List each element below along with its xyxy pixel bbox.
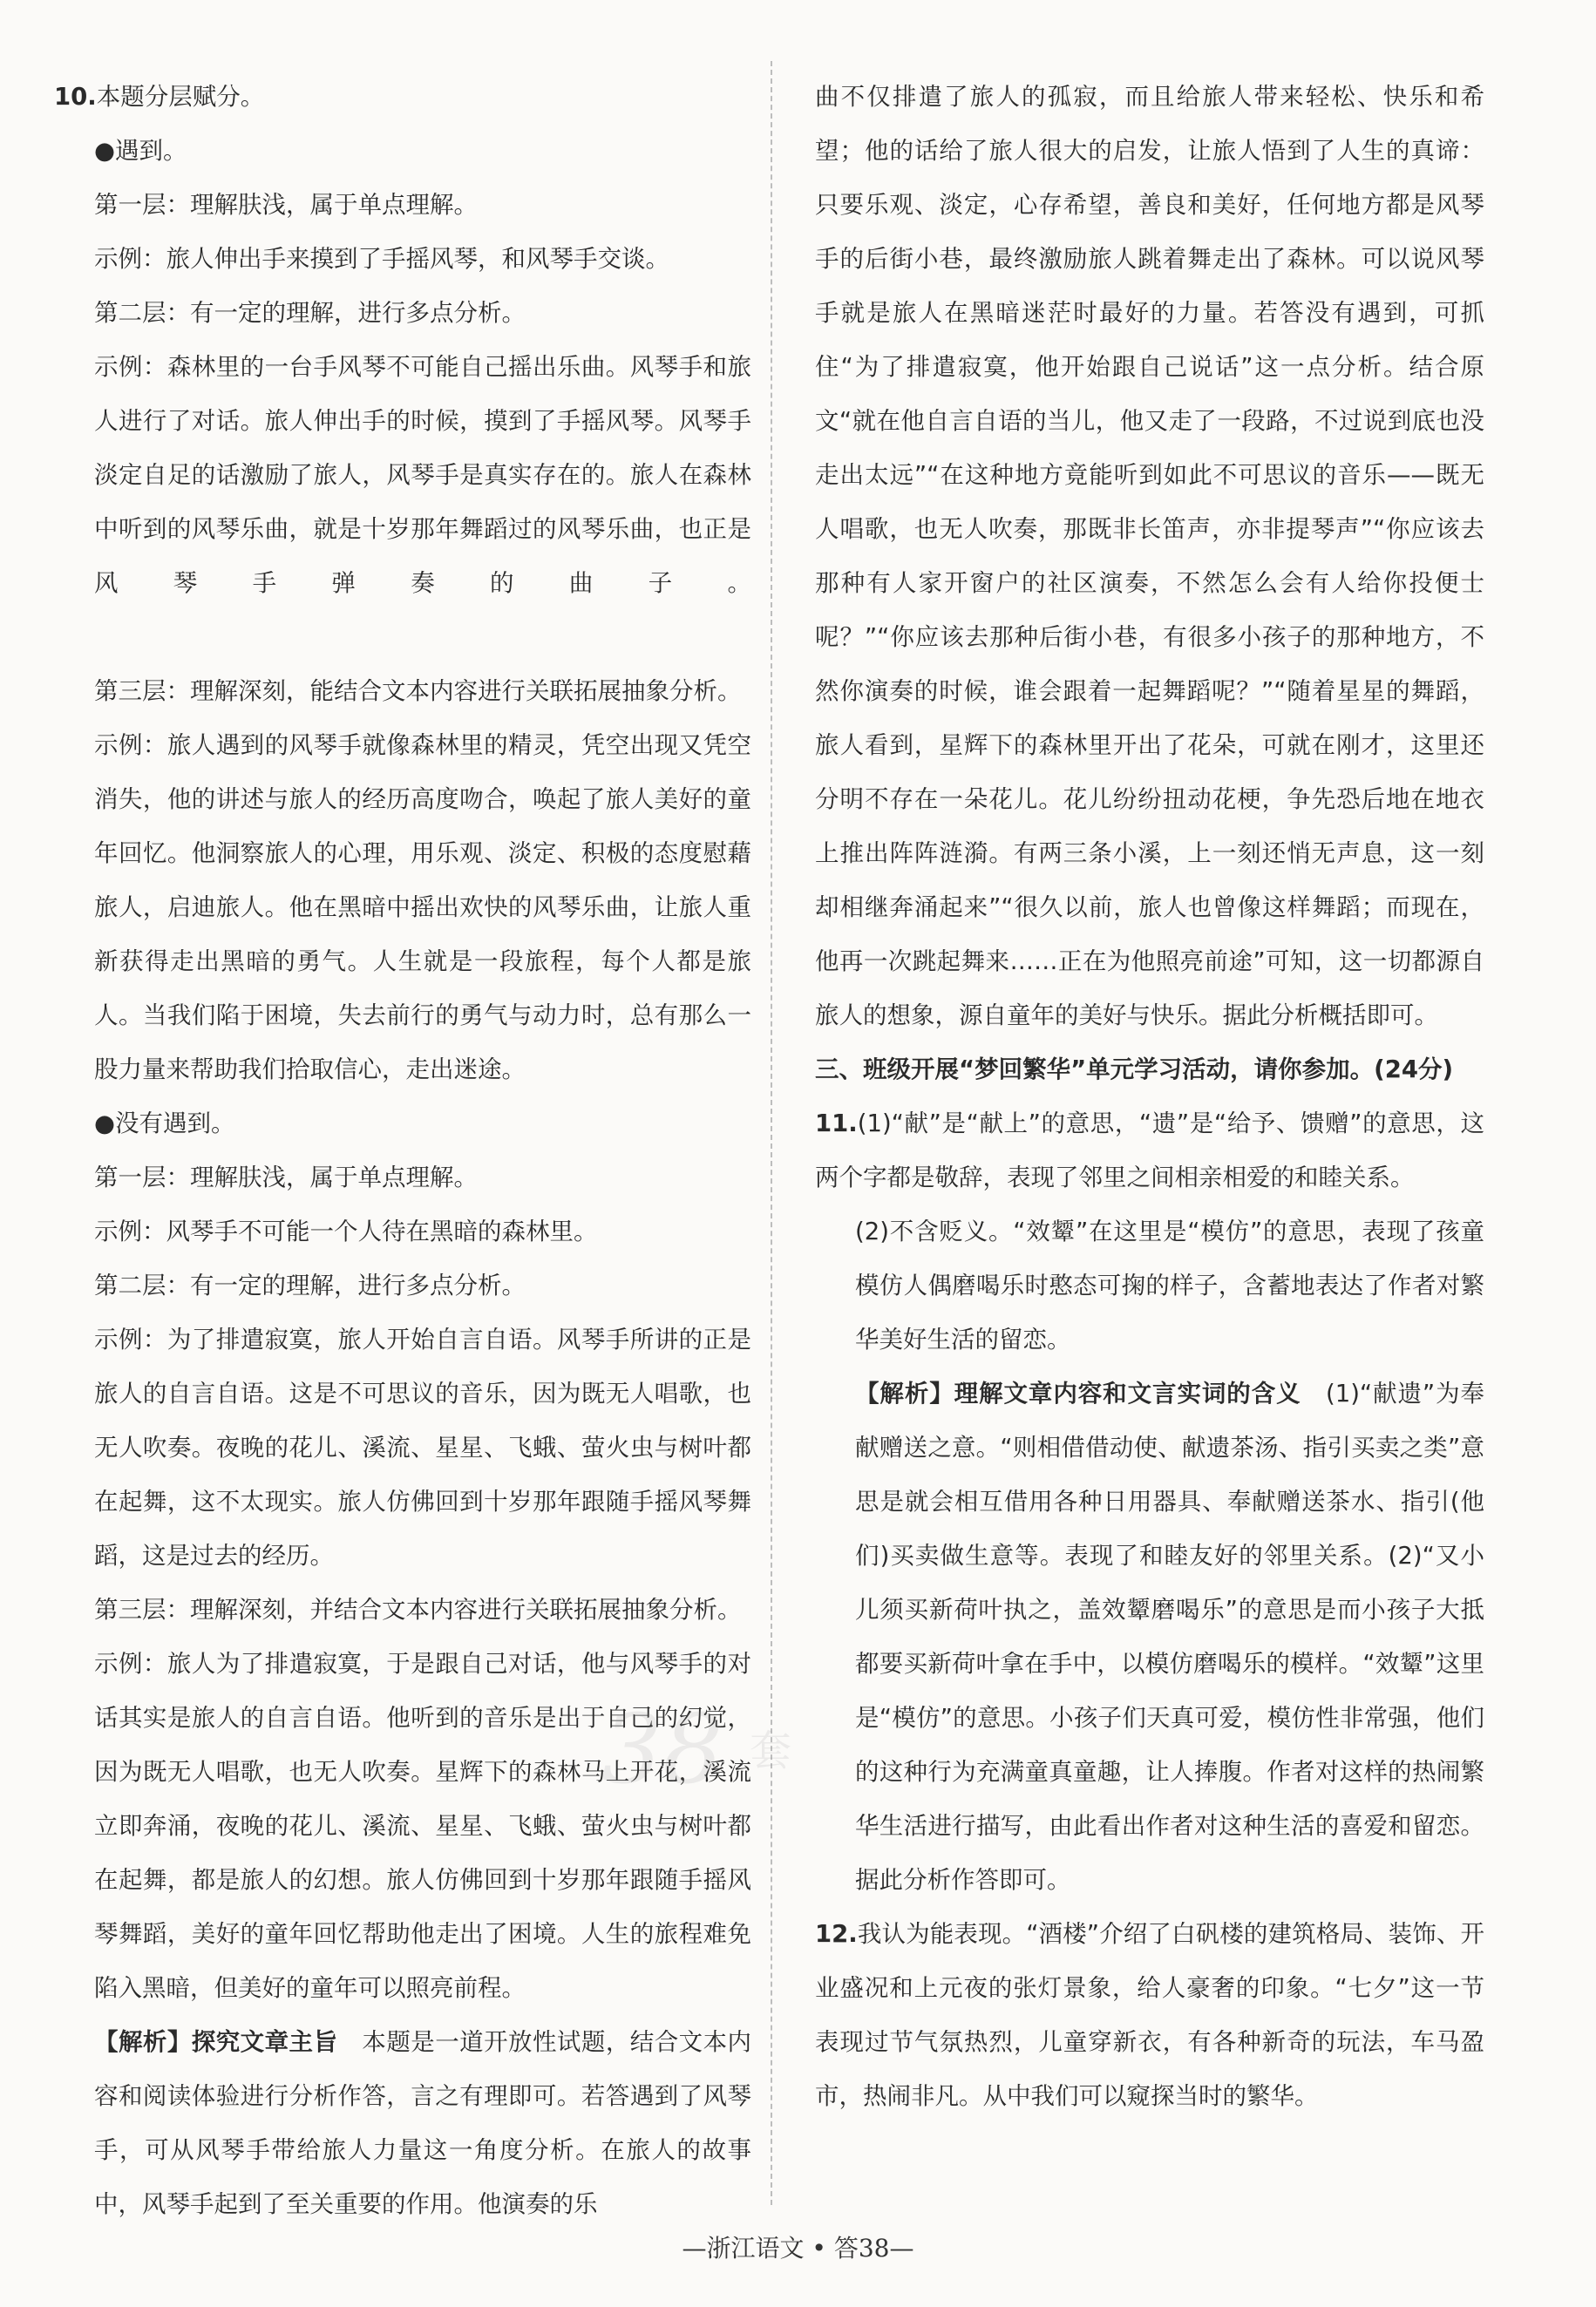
section-3-heading: 三、班级开展“梦回繁华”单元学习活动，请你参加。(24分) xyxy=(815,1055,1454,1083)
met-level3-example: 示例：旅人遇到的风琴手就像森林里的精灵，凭空出现又凭空消失，他的讲述与旅人的经历高度吻合，唤起了旅人美好的童年回忆。他洞察旅人的心理，用乐观、淡定、积极的态度慰藉旅人，启迪旅人。他在黑暗中摇出欢快的风琴乐曲，让旅人重新获得走出黑暗的勇气。人生就是一段旅程，每个人都是旅人。当我们陷于困境，失去前行的勇气与动力时，总有那么一股力量来帮助我们拾取信心，走出迷途。 xyxy=(94,731,751,1083)
q11-number: 11. xyxy=(815,1109,858,1137)
not-met-level3-example: 示例：旅人为了排遣寂寞，于是跟自己对话，他与风琴手的对话其实是旅人的自言自语。他听到的音乐是出于自己的幻觉，因为既无人唱歌，也无人吹奏。星辉下的森林马上开花，溪流立即奔涌，夜晚的花儿、溪流、星星、飞蛾、萤火虫与树叶都在起舞，都是旅人的幻想。旅人仿佛回到十岁那年跟随手摇风琴舞蹈，美好的童年回忆帮助他走出了困境。人生的旅程难免陷入黑暗，但美好的童年可以照亮前程。 xyxy=(94,1650,751,2002)
met-level1-example: 示例：旅人伸出手来摸到了手摇风琴，和风琴手交谈。 xyxy=(94,245,669,273)
q10-title: 本题分层赋分。 xyxy=(96,83,265,111)
right-column xyxy=(815,70,1484,2123)
column-divider xyxy=(771,61,772,2205)
met-heading: ●遇到。 xyxy=(94,137,187,165)
svg-text:套: 套 xyxy=(750,1727,792,1775)
not-met-level1: 第一层：理解肤浅，属于单点理解。 xyxy=(94,1164,478,1191)
q11-analysis-text: (1)“献遗”为奉献赠送之意。“则相借借动使、献遗茶汤、指引买卖之类”意思是就会相互借用各种日用器具、奉献赠送茶水、指引(他们)买卖做生意等。表现了和睦友好的邻里关系。(2)“又小儿须买新荷叶执之，盖效颦磨喝乐”的意思是而小孩子大抵都要买新荷叶拿在手中，以模仿磨喝乐的模样。“效颦”这里是“模仿”的意思。小孩子们天真可爱，模仿性非常强，他们的这种行为充满童真童趣，让人捧腹。作者对这样的热闹繁华生活进行描写，由此看出作者对这种生活的喜爱和留恋。据此分析作答即可。 xyxy=(855,1380,1485,1894)
met-level2-example: 示例：森林里的一台手风琴不可能自己摇出乐曲。风琴手和旅人进行了对话。旅人伸出手的时候，摸到了手摇风琴。风琴手淡定自足的话激励了旅人，风琴手是真实存在的。旅人在森林中听到的风琴乐曲，就是十岁那年舞蹈过的风琴乐曲，也正是风琴手弹奏的曲子。 xyxy=(94,353,751,597)
q12-text: 我认为能表现。“酒楼”介绍了白矾楼的建筑格局、装饰、开业盛况和上元夜的张灯景象，给人豪奢的印象。“七夕”这一节表现过节气氛热烈，儿童穿新衣，有各种新奇的玩法，车马盈市，热闹非凡。从中我们可以窥探当时的繁华。 xyxy=(815,1920,1484,2110)
q10-header xyxy=(54,70,751,124)
not-met-level2-example: 示例：为了排遣寂寞，旅人开始自言自语。风琴手所讲的正是旅人的自言自语。这是不可思议的音乐，因为既无人唱歌，也无人吹奏。夜晚的花儿、溪流、星星、飞蛾、萤火虫与树叶都在起舞，这不太现实。旅人仿佛回到十岁那年跟随手摇风琴舞蹈，这是过去的经历。 xyxy=(94,1326,751,1570)
q10-analysis xyxy=(54,2015,751,2231)
svg-text:38: 38 xyxy=(601,1693,723,1805)
not-met-level1-example: 示例：风琴手不可能一个人待在黑暗的森林里。 xyxy=(94,1218,598,1245)
q12-answer xyxy=(815,1907,1484,2123)
not-met-level3: 第三层：理解深刻，并结合文本内容进行关联拓展抽象分析。 xyxy=(94,1596,742,1624)
q11-answer-1: (1)“献”是“献上”的意思，“遗”是“给予、馈赠”的意思，这两个字都是敬辞，表现了邻里之间相亲相爱的和睦关系。 xyxy=(815,1109,1484,1191)
analysis-text: 本题是一道开放性试题，结合文本内容和阅读体验进行分析作答，言之有理即可。若答遇到了风琴手，可从风琴手带给旅人力量这一角度分析。在旅人的故事中，风琴手起到了至关重要的作用。他演奏的乐 xyxy=(94,2028,752,2218)
met-level1: 第一层：理解肤浅，属于单点理解。 xyxy=(94,191,478,219)
q12-number: 12. xyxy=(815,1920,858,1948)
q11-part2: (2)不含贬义。“效颦”在这里是“模仿”的意思，表现了孩童模仿人偶磨喝乐时憨态可掬的样子，含蓄地表达了作者对繁华美好生活的留恋。 xyxy=(855,1218,1484,1354)
q11-analysis xyxy=(815,1367,1484,1907)
q11-analysis-tag: 【解析】理解文章内容和文言实词的含义 xyxy=(855,1380,1301,1408)
not-met-level2: 第二层：有一定的理解，进行多点分析。 xyxy=(94,1272,526,1299)
analysis-tag: 【解析】探究文章主旨 xyxy=(94,2028,338,2056)
q11-part1 xyxy=(815,1096,1484,1204)
left-column xyxy=(54,70,751,2231)
q10-analysis-continued: 曲不仅排遣了旅人的孤寂，而且给旅人带来轻松、快乐和希望；他的话给了旅人很大的启发，让旅人悟到了人生的真谛：只要乐观、淡定，心存希望，善良和美好，任何地方都是风琴手的后街小巷，最终激励旅人跳着舞走出了森林。可以说风琴手就是旅人在黑暗迷茫时最好的力量。若答没有遇到，可抓住“为了排遣寂寞，他开始跟自己说话”这一点分析。结合原文“就在他自言自语的当儿，他又走了一段路，不过说到底也没走出太远”“在这种地方竟能听到如此不可思议的音乐——既无人唱歌，也无人吹奏，那既非长笛声，亦非提琴声”“你应该去那种有人家开窗户的社区演奏，不然怎么会有人给你投便士呢？”“你应该去那种后街小巷，有很多小孩子的那种地方，不然你演奏的时候，谁会跟着一起舞蹈呢？”“随着星星的舞蹈，旅人看到，星辉下的森林里开出了花朵，可就在刚才，这里还分明不存在一朵花儿。花儿纷纷扭动花梗，争先恐后地在地衣上推出阵阵涟漪。有两三条小溪，上一刻还悄无声息，这一刻却相继奔涌起来”“很久以前，旅人也曾像这样舞蹈；而现在，他再一次跳起舞来……正在为他照亮前途”可知，这一切都源自旅人的想象，源自童年的美好与快乐。据此分析概括即可。 xyxy=(815,83,1484,1029)
q10-number: 10. xyxy=(54,83,97,111)
page-footer: —浙江语文 • 答38— xyxy=(682,2234,914,2263)
met-level3: 第三层：理解深刻，能结合文本内容进行关联拓展抽象分析。 xyxy=(94,677,742,705)
not-met-heading: ●没有遇到。 xyxy=(94,1109,235,1137)
met-level2: 第二层：有一定的理解，进行多点分析。 xyxy=(94,299,526,327)
